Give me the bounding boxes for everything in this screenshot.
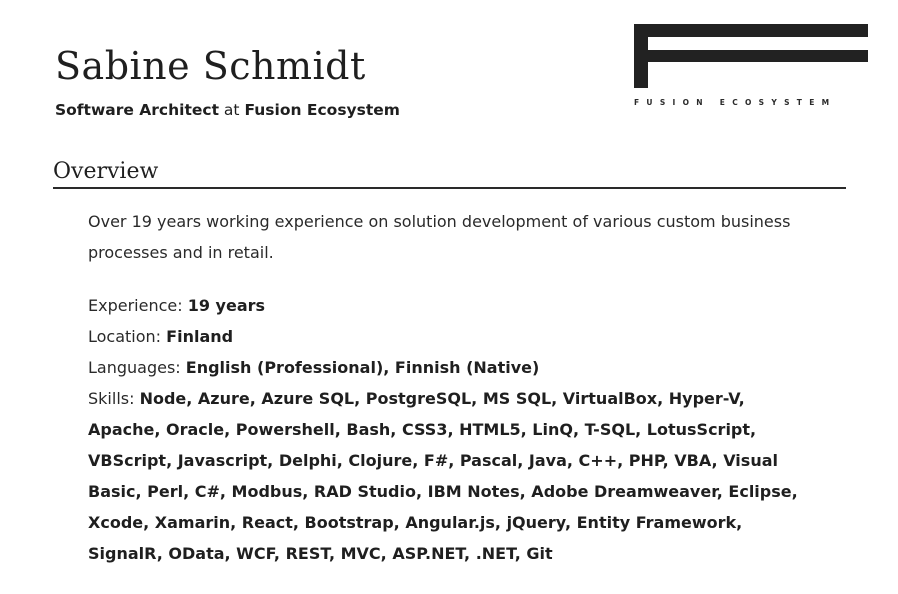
overview-summary: Over 19 years working experience on solution development of various custom business processes and in retail. — [88, 212, 791, 262]
fact-experience-label: Experience: — [88, 296, 188, 315]
fact-languages-value: English (Professional), Finnish (Native) — [185, 358, 540, 377]
candidate-name: Sabine Schmidt — [55, 44, 366, 88]
overview-facts — [88, 290, 818, 569]
company-logo — [634, 24, 870, 114]
role-connector: at — [219, 101, 245, 119]
section-title-overview: Overview — [53, 159, 159, 184]
fact-languages-label: Languages: — [88, 358, 186, 377]
fact-location-label: Location: — [88, 327, 167, 346]
fact-skills-label: Skills: — [88, 389, 140, 408]
overview-content — [88, 206, 818, 569]
fact-skills — [88, 383, 818, 569]
fact-skills-value: Node, Azure, Azure SQL, PostgreSQL, MS SQL, VirtualBox, Hyper-V, Apache, Oracle, Powershell, Bash, CSS3, HTML5, LinQ, T-SQL, LotusScript, VBScript, Javascript, Delphi, Clojure, F#, Pascal, Java, C++, PHP, VBA, Visual Basic, Perl, C#, Modbus, RAD Studio, IBM Notes, Adobe Dreamweaver, Eclipse, Xcode, Xamarin, React, Bootstrap, Angular.js, jQuery, Entity Framework, SignalR, OData, WCF, REST, MVC, ASP.NET, .NET, Git — [88, 389, 798, 563]
fact-languages — [88, 352, 818, 383]
section-divider — [53, 187, 846, 189]
fact-experience-value: 19 years — [187, 296, 266, 315]
role-company: Fusion Ecosystem — [244, 101, 400, 119]
fact-experience — [88, 290, 818, 321]
role-title: Software Architect — [55, 101, 219, 119]
logo-wordmark: FUSION ECOSYSTEM — [634, 98, 837, 107]
fusion-logo-mark-icon — [634, 24, 868, 88]
candidate-role — [55, 101, 400, 119]
fact-location-value: Finland — [166, 327, 234, 346]
fact-location — [88, 321, 818, 352]
